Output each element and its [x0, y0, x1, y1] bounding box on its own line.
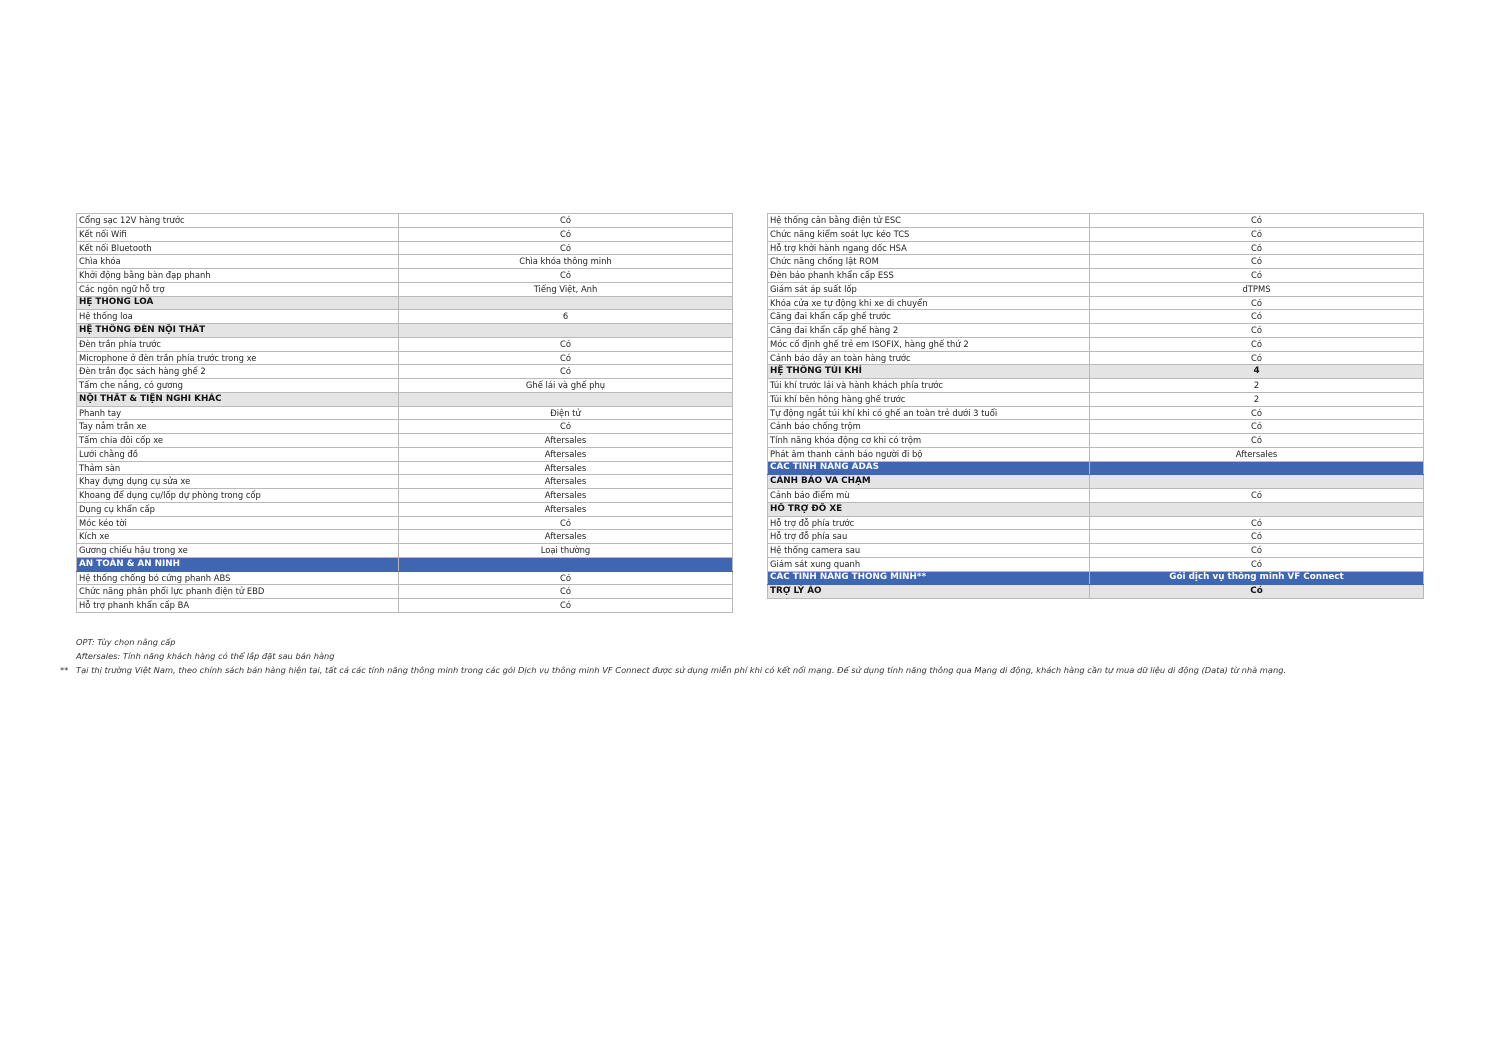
feature-label: Kích xe: [77, 530, 399, 544]
feature-value: Có: [399, 227, 733, 241]
category-band-row: [768, 461, 1424, 475]
table-row: [768, 282, 1424, 296]
section-header-row: [768, 475, 1424, 489]
feature-label: Gương chiếu hậu trong xe: [77, 544, 399, 558]
table-row: [77, 475, 733, 489]
feature-value: Có: [1090, 420, 1424, 434]
table-row: [77, 310, 733, 324]
table-row: [768, 516, 1424, 530]
table-row: [77, 269, 733, 283]
feature-label: Thảm sàn: [77, 461, 399, 475]
table-row: [768, 255, 1424, 269]
feature-label: Cảnh báo chống trộm: [768, 420, 1090, 434]
feature-value: Có: [1090, 269, 1424, 283]
feature-label: Khởi động bằng bàn đạp phanh: [77, 269, 399, 283]
footnote-text: OPT: Tùy chọn nâng cấp: [76, 637, 176, 647]
footnote-text: Aftersales: Tính năng khách hàng có thể lắp đặt sau bán hàng: [76, 651, 335, 661]
feature-value: [399, 392, 733, 406]
table-row: [77, 351, 733, 365]
feature-value: Có: [1090, 585, 1424, 599]
feature-label: Phát âm thanh cảnh báo người đi bộ: [768, 447, 1090, 461]
feature-label: Căng đai khẩn cấp ghế hàng 2: [768, 324, 1090, 338]
feature-value: Có: [399, 214, 733, 228]
table-row: [77, 282, 733, 296]
feature-value: Có: [1090, 255, 1424, 269]
feature-value: 6: [399, 310, 733, 324]
table-row: [768, 420, 1424, 434]
section-header-row: [77, 296, 733, 310]
table-row: [77, 502, 733, 516]
footnote-opt: [60, 635, 1460, 649]
feature-label: HỆ THỐNG LOA: [77, 296, 399, 310]
table-row: [77, 241, 733, 255]
footnotes: [60, 635, 1460, 677]
table-row: [768, 406, 1424, 420]
feature-value: Có: [399, 571, 733, 585]
table-row: [77, 406, 733, 420]
table-row: [77, 489, 733, 503]
table-row: [768, 447, 1424, 461]
feature-label: Giám sát xung quanh: [768, 557, 1090, 571]
feature-value: [399, 557, 733, 571]
table-row: [768, 337, 1424, 351]
feature-label: Đèn báo phanh khẩn cấp ESS: [768, 269, 1090, 283]
feature-value: Aftersales: [1090, 447, 1424, 461]
feature-value: Có: [399, 241, 733, 255]
feature-label: Tự động ngắt túi khí khi có ghế an toàn trẻ dưới 3 tuổi: [768, 406, 1090, 420]
feature-label: Kết nối Bluetooth: [77, 241, 399, 255]
feature-label: Cổng sạc 12V hàng trước: [77, 214, 399, 228]
feature-label: Tấm che nắng, có gương: [77, 379, 399, 393]
feature-label: Hỗ trợ khởi hành ngang dốc HSA: [768, 241, 1090, 255]
feature-label: Kết nối Wifi: [77, 227, 399, 241]
feature-label: Chìa khóa: [77, 255, 399, 269]
feature-value: Có: [1090, 557, 1424, 571]
feature-value: Có: [1090, 214, 1424, 228]
feature-value: Aftersales: [399, 447, 733, 461]
table-row: [768, 227, 1424, 241]
feature-label: Hỗ trợ đỗ phía trước: [768, 516, 1090, 530]
feature-value: Gói dịch vụ thông minh VF Connect: [1090, 571, 1424, 585]
feature-label: CÁC TÍNH NĂNG THÔNG MINH**: [768, 571, 1090, 585]
spec-table-left: [76, 213, 733, 613]
feature-label: Hệ thống loa: [77, 310, 399, 324]
feature-label: CẢNH BÁO VA CHẠM: [768, 475, 1090, 489]
feature-value: Loại thường: [399, 544, 733, 558]
table-row: [768, 530, 1424, 544]
table-row: [768, 544, 1424, 558]
feature-label: Hệ thống camera sau: [768, 544, 1090, 558]
feature-value: Có: [399, 599, 733, 613]
footnote-text: Tại thị trường Việt Nam, theo chính sách bán hàng hiện tại, tất cả các tính năng thông minh trong các gói Dịch vụ thông minh VF Connect được sử dụng miễn phí khi có kết nối mạng. Để sử dụng tính năng thông qua Mạng di động, khách hàng cần tự mua dữ liệu di động (Data) từ nhà mạng.: [76, 665, 1287, 675]
table-row: [768, 489, 1424, 503]
table-row: [768, 324, 1424, 338]
feature-value: Có: [1090, 310, 1424, 324]
feature-value: Có: [399, 516, 733, 530]
table-row: [77, 544, 733, 558]
table-row: [77, 434, 733, 448]
table-row: [768, 392, 1424, 406]
feature-label: Hệ thống cân bằng điện tử ESC: [768, 214, 1090, 228]
feature-label: Giám sát áp suất lốp: [768, 282, 1090, 296]
section-header-row: [77, 392, 733, 406]
feature-value: Có: [399, 269, 733, 283]
table-row: [768, 351, 1424, 365]
section-header-row: [768, 502, 1424, 516]
feature-label: Khóa cửa xe tự động khi xe di chuyển: [768, 296, 1090, 310]
feature-value: Aftersales: [399, 530, 733, 544]
table-row: [768, 434, 1424, 448]
table-row: [77, 516, 733, 530]
section-header-row: [768, 585, 1424, 599]
feature-label: Tay nắm trần xe: [77, 420, 399, 434]
table-row: [77, 585, 733, 599]
table-row: [77, 337, 733, 351]
feature-value: Ghế lái và ghế phụ: [399, 379, 733, 393]
spec-table-right: [767, 213, 1424, 599]
feature-label: AN TOÀN & AN NINH: [77, 557, 399, 571]
table-row: [768, 296, 1424, 310]
feature-value: Có: [399, 585, 733, 599]
feature-value: [1090, 461, 1424, 475]
table-row: [77, 420, 733, 434]
feature-label: Túi khí bên hông hàng ghế trước: [768, 392, 1090, 406]
section-header-row: [768, 365, 1424, 379]
table-row: [77, 255, 733, 269]
feature-value: Tiếng Việt, Anh: [399, 282, 733, 296]
feature-label: HỆ THỐNG TÚI KHÍ: [768, 365, 1090, 379]
feature-label: Dụng cụ khẩn cấp: [77, 502, 399, 516]
table-row: [77, 599, 733, 613]
feature-value: Có: [1090, 406, 1424, 420]
feature-value: Có: [1090, 434, 1424, 448]
feature-label: CÁC TÍNH NĂNG ADAS: [768, 461, 1090, 475]
feature-label: Đèn trần phía trước: [77, 337, 399, 351]
feature-value: Aftersales: [399, 502, 733, 516]
table-row: [77, 214, 733, 228]
feature-value: 4: [1090, 365, 1424, 379]
feature-label: Đèn trần đọc sách hàng ghế 2: [77, 365, 399, 379]
table-row: [77, 447, 733, 461]
feature-label: Khay đựng dụng cụ sửa xe: [77, 475, 399, 489]
feature-label: Túi khí trước lái và hành khách phía trước: [768, 379, 1090, 393]
feature-label: Khoang để dụng cụ/lốp dự phòng trong cốp: [77, 489, 399, 503]
feature-value: Có: [1090, 296, 1424, 310]
feature-value: Có: [1090, 324, 1424, 338]
table-row: [77, 365, 733, 379]
table-row: [768, 241, 1424, 255]
feature-label: Chức năng chống lật ROM: [768, 255, 1090, 269]
feature-label: Căng đai khẩn cấp ghế trước: [768, 310, 1090, 324]
feature-value: Aftersales: [399, 434, 733, 448]
feature-label: Cảnh báo dây an toàn hàng trước: [768, 351, 1090, 365]
footnote-aftersales: [60, 649, 1460, 663]
table-row: [77, 571, 733, 585]
feature-value: dTPMS: [1090, 282, 1424, 296]
feature-value: Điện tử: [399, 406, 733, 420]
feature-label: Chức năng kiểm soát lực kéo TCS: [768, 227, 1090, 241]
table-row: [77, 227, 733, 241]
feature-value: Aftersales: [399, 489, 733, 503]
feature-value: Có: [1090, 351, 1424, 365]
feature-label: Các ngôn ngữ hỗ trợ: [77, 282, 399, 296]
feature-value: Có: [1090, 530, 1424, 544]
feature-value: [1090, 475, 1424, 489]
table-row: [768, 557, 1424, 571]
category-band-row: [77, 557, 733, 571]
feature-value: Có: [1090, 337, 1424, 351]
feature-value: 2: [1090, 379, 1424, 393]
table-row: [768, 214, 1424, 228]
table-row: [768, 269, 1424, 283]
feature-value: [399, 296, 733, 310]
feature-label: Móc cố định ghế trẻ em ISOFIX, hàng ghế thứ 2: [768, 337, 1090, 351]
feature-value: Aftersales: [399, 475, 733, 489]
feature-value: Có: [1090, 516, 1424, 530]
feature-value: Có: [1090, 489, 1424, 503]
feature-label: Phanh tay: [77, 406, 399, 420]
table-row: [77, 461, 733, 475]
table-row: [768, 379, 1424, 393]
feature-label: NỘI THẤT & TIỆN NGHI KHÁC: [77, 392, 399, 406]
feature-value: Aftersales: [399, 461, 733, 475]
spec-table-left-body: [77, 214, 733, 613]
feature-label: Cảnh báo điểm mù: [768, 489, 1090, 503]
category-band-row: [768, 571, 1424, 585]
feature-label: Hệ thống chống bó cứng phanh ABS: [77, 571, 399, 585]
feature-value: Có: [1090, 544, 1424, 558]
feature-value: Có: [399, 420, 733, 434]
table-row: [77, 530, 733, 544]
feature-value: [399, 324, 733, 338]
feature-label: HỆ THỐNG ĐÈN NỘI THẤT: [77, 324, 399, 338]
feature-value: [1090, 502, 1424, 516]
feature-label: HỖ TRỢ ĐỖ XE: [768, 502, 1090, 516]
feature-value: Chìa khóa thông minh: [399, 255, 733, 269]
feature-label: Hỗ trợ phanh khẩn cấp BA: [77, 599, 399, 613]
feature-label: Móc kéo tời: [77, 516, 399, 530]
feature-label: Chức năng phân phối lực phanh điện tử EBD: [77, 585, 399, 599]
footnote-mark: **: [60, 665, 69, 675]
feature-value: Có: [1090, 227, 1424, 241]
feature-value: Có: [399, 365, 733, 379]
footnote-smart-features: [60, 663, 1460, 677]
feature-value: Có: [399, 337, 733, 351]
feature-value: Có: [1090, 241, 1424, 255]
section-header-row: [77, 324, 733, 338]
spec-table-right-body: [768, 214, 1424, 599]
feature-value: 2: [1090, 392, 1424, 406]
feature-label: Hỗ trợ đỗ phía sau: [768, 530, 1090, 544]
feature-label: Tính năng khóa động cơ khi có trộm: [768, 434, 1090, 448]
table-row: [77, 379, 733, 393]
feature-label: Tấm chia đôi cốp xe: [77, 434, 399, 448]
feature-label: Microphone ở đèn trần phía trước trong xe: [77, 351, 399, 365]
table-row: [768, 310, 1424, 324]
feature-label: TRỢ LÝ ẢO: [768, 585, 1090, 599]
feature-label: Lưới chằng đồ: [77, 447, 399, 461]
feature-value: Có: [399, 351, 733, 365]
